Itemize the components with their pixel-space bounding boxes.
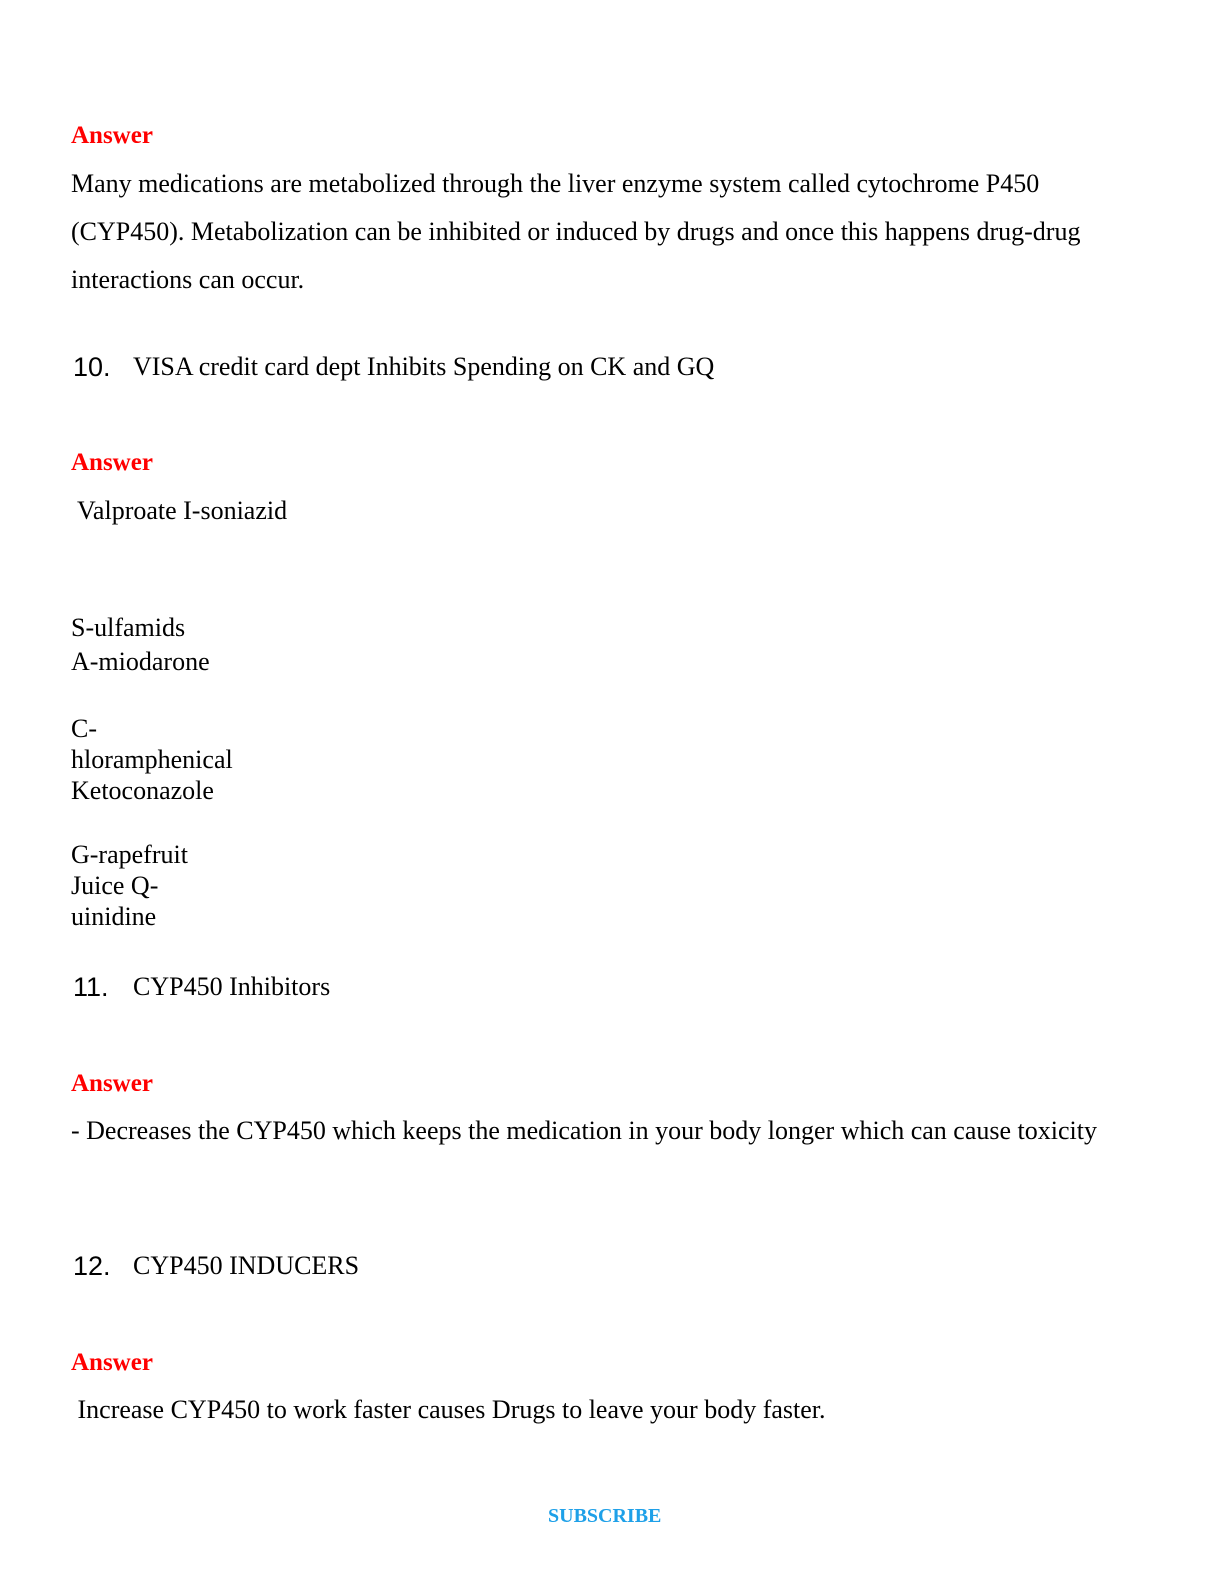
answer-label: Answer [71,122,153,149]
question-text: CYP450 INDUCERS [133,1251,360,1280]
list-item: uinidine [71,902,157,931]
answer-label: Answer [71,1349,153,1376]
list-item: A-miodarone [71,647,210,676]
question-number: 10. [73,352,111,382]
answer-text: Valproate I-soniazid [71,496,288,525]
answer-text: Increase CYP450 to work faster causes Drugs to leave your body faster. [71,1395,826,1424]
list-item: hloramphenical [71,745,233,774]
list-item: Ketoconazole [71,776,214,805]
answer-text: - Decreases the CYP450 which keeps the medication in your body longer which can cause toxicity [71,1116,1097,1145]
question-number: 11. [73,972,109,1002]
subscribe-link[interactable]: SUBSCRIBE [548,1505,662,1527]
question-text: VISA credit card dept Inhibits Spending on CK and GQ [133,352,715,381]
question-text: CYP450 Inhibitors [133,972,331,1001]
list-item: S-ulfamids [71,613,186,642]
answer-label: Answer [71,449,153,476]
question-number: 12. [73,1251,111,1281]
list-item: Juice Q- [71,871,159,900]
answer-label: Answer [71,1070,153,1097]
list-item: C- [71,714,97,743]
list-item: G-rapefruit [71,840,188,869]
answer-text: Many medications are metabolized through the liver enzyme system called cytochrome P450 (CYP450). Metabolization can be inhibited or induced by drugs and once this happens drug-drug interactions can occur. [71,169,1081,294]
